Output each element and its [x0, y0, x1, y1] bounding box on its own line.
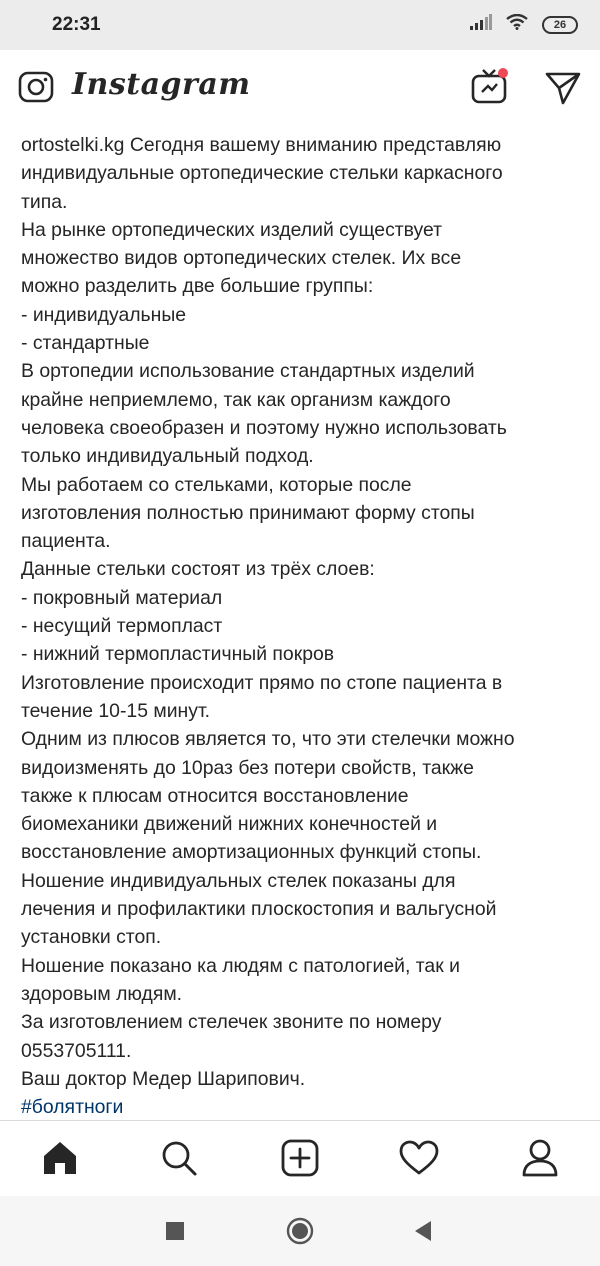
caption-line: Ваш доктор Медер Шарипович. [21, 1067, 306, 1090]
caption-line: биомеханики движений нижних конечностей и [21, 813, 438, 836]
caption-line: Ношение индивидуальных стелек показаны для [21, 869, 456, 892]
post-caption [21, 131, 581, 1121]
caption-line: На рынке ортопедических изделий существует [21, 218, 443, 241]
caption-line: Изготовление происходит прямо по стопе пациента в [21, 671, 503, 694]
caption-line: также к плюсам относится восстановление [21, 784, 409, 807]
new-post-icon [281, 1139, 319, 1177]
caption-line: установки стоп. [21, 926, 162, 949]
back-button[interactable] [408, 1216, 438, 1246]
caption-line: 0553705111. [21, 1039, 132, 1062]
caption-line: можно разделить две большие группы: [21, 275, 374, 298]
wifi-icon [506, 14, 528, 35]
nav-search-button[interactable] [158, 1137, 200, 1179]
caption-line: течение 10-15 минут. [21, 699, 211, 722]
caption-line: В ортопедии использование стандартных изделий [21, 360, 475, 383]
caption-line: За изготовлением стелечек звоните по номеру [21, 1011, 442, 1034]
caption-line: множество видов ортопедических стелек. Их все [21, 247, 462, 270]
caption-line: - стандартные [21, 332, 150, 355]
caption-line: Ношение показано ка людям с патологией, так и [21, 954, 460, 977]
recents-button[interactable] [160, 1216, 190, 1246]
caption-line: - нижний термопластичный покров [21, 643, 335, 666]
caption-line: типа. [21, 190, 68, 213]
caption-line: лечения и профилактики плоскостопия и вальгусной [21, 898, 497, 921]
system-navigation-bar [0, 1196, 600, 1266]
caption-line: - покровный материал [21, 586, 223, 609]
caption-line: изготовления полностью принимают форму стопы [21, 501, 475, 524]
app-header [0, 50, 600, 120]
caption-line: Данные стельки состоят из трёх слоев: [21, 558, 375, 581]
caption-line: Сегодня вашему вниманию представляю [129, 134, 502, 156]
caption-line: - индивидуальные [21, 303, 187, 326]
instagram-logo: Instagram [72, 67, 251, 102]
caption-line: крайне неприемлемо, так как организм каждого [21, 388, 451, 411]
igtv-icon [470, 66, 510, 106]
back-triangle-icon [413, 1220, 433, 1242]
caption-line: индивидуальные ортопедические стельки каркасного [21, 162, 503, 185]
signal-icon [470, 14, 492, 35]
caption-line: только индивидуальный подход. [21, 445, 314, 468]
recents-square-icon [165, 1221, 185, 1241]
igtv-button[interactable] [470, 66, 510, 106]
caption-line: человека своеобразен и поэтому нужно использовать [21, 416, 507, 439]
caption-first-line [21, 131, 581, 159]
direct-message-button[interactable] [544, 70, 582, 106]
status-icons [470, 14, 578, 35]
nav-new-post-button[interactable] [279, 1137, 321, 1179]
caption-line: Мы работаем со стельками, которые после [21, 473, 412, 496]
caption-line: пациента. [21, 530, 111, 553]
status-time: 22:31 [52, 14, 101, 35]
nav-activity-button[interactable] [398, 1137, 440, 1179]
home-button[interactable] [285, 1216, 315, 1246]
nav-profile-button[interactable] [519, 1137, 561, 1179]
nav-home-button[interactable] [39, 1137, 81, 1179]
home-icon [41, 1140, 79, 1176]
bottom-navigation [0, 1120, 600, 1196]
camera-icon [18, 69, 54, 105]
caption-line: - несущий термопласт [21, 615, 223, 638]
caption-line: восстановление амортизационных функций стопы. [21, 841, 482, 864]
caption-line: видоизменять до 10раз без потери свойств, также [21, 756, 474, 779]
notification-dot [498, 68, 508, 78]
caption-line: Одним из плюсов является то, что эти стелечки можно [21, 728, 515, 751]
profile-icon [522, 1139, 558, 1177]
activity-heart-icon [399, 1140, 439, 1176]
status-bar [0, 0, 600, 50]
home-circle-icon [286, 1217, 314, 1245]
hashtag-link[interactable]: #болятноги [21, 1096, 124, 1119]
search-icon [160, 1139, 198, 1177]
direct-message-icon [544, 70, 582, 106]
post-username[interactable]: ortostelki.kg [21, 134, 125, 156]
caption-line: здоровым людям. [21, 982, 183, 1005]
camera-button[interactable] [18, 69, 54, 105]
battery-icon: 26 [542, 16, 578, 34]
